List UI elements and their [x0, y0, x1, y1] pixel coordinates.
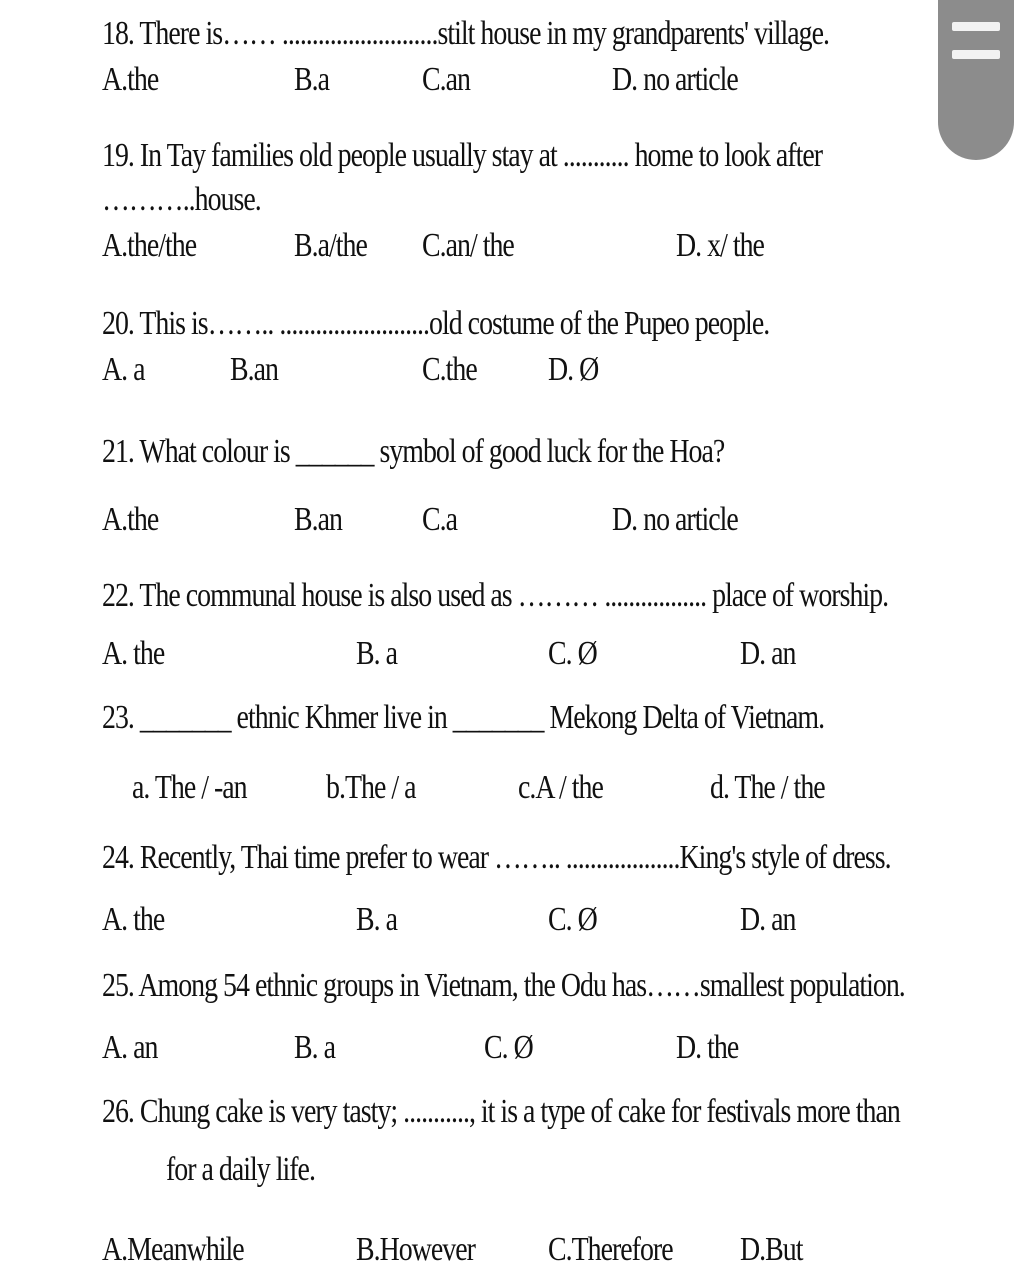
question-26-stem: 26. Chung cake is very tasty; ..........., it is a type of cake for festivals more than: [102, 1093, 900, 1130]
question-24-option-a: A. the: [102, 901, 165, 938]
question-22-option-d: D. an: [740, 635, 796, 672]
question-21-option-b: B.an: [294, 501, 342, 538]
question-23-option-d: d. The / the: [710, 769, 825, 806]
question-18-option-b: B.a: [294, 61, 329, 98]
question-21-stem: 21. What colour is ______ symbol of good luck for the Hoa?: [102, 433, 725, 470]
question-20-option-b: B.an: [230, 351, 278, 388]
question-26-option-a: A.Meanwhile: [102, 1231, 244, 1268]
question-25-option-a: A. an: [102, 1029, 158, 1066]
question-24-stem: 24. Recently, Thai time prefer to wear …….. ...................King's style of dress.: [102, 839, 891, 876]
scrollbar-thumb[interactable]: [938, 0, 1014, 160]
question-26-option-c: C.Therefore: [548, 1231, 673, 1268]
question-24-option-b: B. a: [356, 901, 397, 938]
question-26-option-b: B.However: [356, 1231, 475, 1268]
question-26-stem-continued: for a daily life.: [166, 1151, 315, 1188]
question-18-option-d: D. no article: [612, 61, 738, 98]
question-20-option-a: A. a: [102, 351, 145, 388]
question-22-option-b: B. a: [356, 635, 397, 672]
question-19-option-d: D. x/ the: [676, 227, 764, 264]
question-18-stem: 18. There is…… ..........................stilt house in my grandparents' village.: [102, 15, 830, 52]
question-20-stem: 20. This is…….. .........................old costume of the Pupeo people.: [102, 305, 770, 342]
question-23-option-b: b.The / a: [326, 769, 416, 806]
question-21-option-c: C.a: [422, 501, 457, 538]
question-19-option-c: C.an/ the: [422, 227, 514, 264]
question-21-option-a: A.the: [102, 501, 159, 538]
question-21-option-d: D. no article: [612, 501, 738, 538]
question-23-option-c: c.A / the: [518, 769, 603, 806]
question-24-option-c: C. Ø: [548, 901, 597, 938]
question-20-option-c: C.the: [422, 351, 477, 388]
question-19-stem: 19. In Tay families old people usually stay at ........... home to look after: [102, 137, 823, 174]
question-26-option-d: D.But: [740, 1231, 803, 1268]
question-20-option-d: D. Ø: [548, 351, 599, 388]
question-19-option-a: A.the/the: [102, 227, 197, 264]
question-22-stem: 22. The communal house is also used as ……… ................. place of worship.: [102, 577, 889, 614]
question-24-option-d: D. an: [740, 901, 796, 938]
question-25-option-c: C. Ø: [484, 1029, 533, 1066]
question-18-option-a: A.the: [102, 61, 159, 98]
question-22-option-a: A. the: [102, 635, 165, 672]
question-25-option-b: B. a: [294, 1029, 335, 1066]
question-25-option-d: D. the: [676, 1029, 739, 1066]
question-22-option-c: C. Ø: [548, 635, 597, 672]
question-19-stem-continued: ………..house.: [102, 181, 261, 218]
question-18-option-c: C.an: [422, 61, 470, 98]
question-23-stem: 23. _______ ethnic Khmer live in _______ Mekong Delta of Vietnam.: [102, 699, 825, 736]
question-25-stem: 25. Among 54 ethnic groups in Vietnam, the Odu has……smallest population.: [102, 967, 905, 1004]
question-19-option-b: B.a/the: [294, 227, 367, 264]
question-23-option-a: a. The / -an: [132, 769, 247, 806]
